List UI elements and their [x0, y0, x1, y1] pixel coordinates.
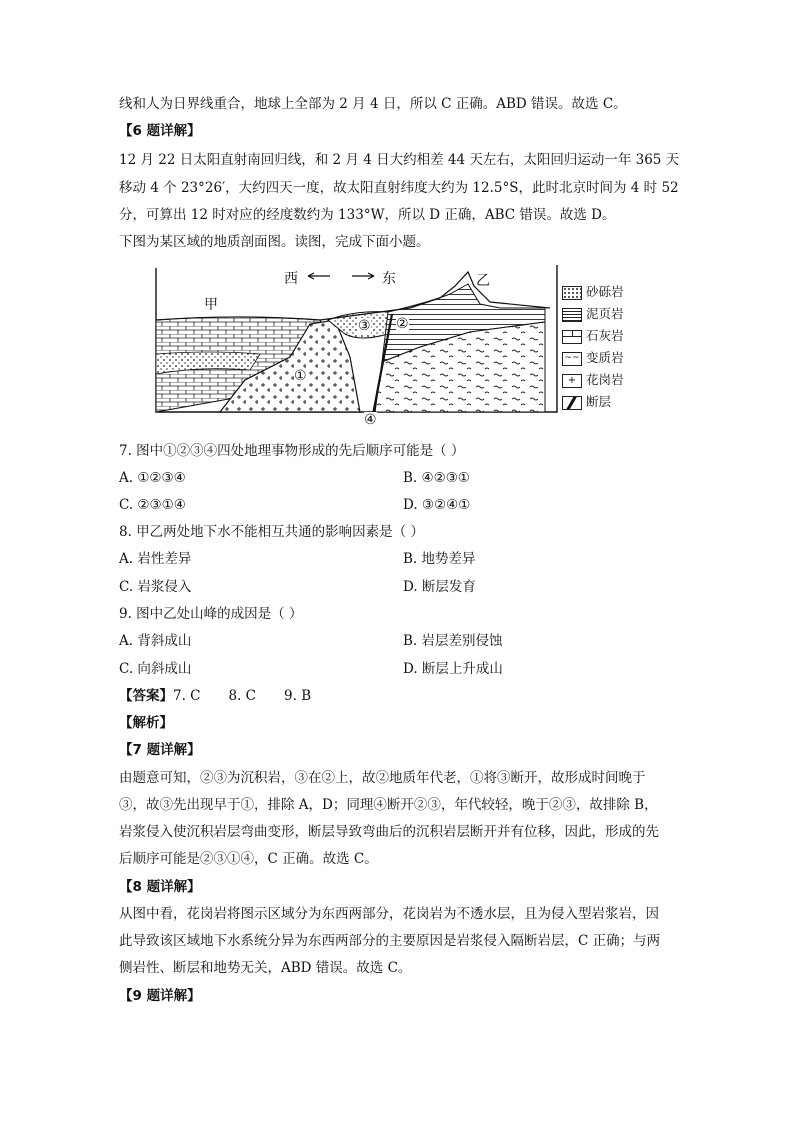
legend-item [562, 282, 624, 298]
sandstone-swatch-icon [562, 286, 582, 300]
option-9d: D. 断层上升成山 [403, 661, 503, 677]
question-8: 8. 甲乙两处地下水不能相互共通的影响因素是（ ） [119, 524, 424, 540]
legend-item [562, 304, 624, 320]
paragraph-line: 后顺序可能是②③①④，C 正确。故选 C。 [119, 851, 378, 867]
west-label: 西 [284, 271, 298, 287]
option-8b: B. 地势差异 [403, 551, 476, 567]
answer-line [119, 686, 339, 706]
question-7: 7. 图中①②③④四处地理事物形成的先后顺序可能是（ ） [119, 443, 465, 459]
paragraph-line: 移动 4 个 23°26′，大约四天一度，故太阳直射纬度大约为 12.5°S，此时北京时间为 4 时 52 [119, 180, 679, 196]
legend-label: 石灰岩 [586, 328, 624, 343]
legend-label: 变质岩 [586, 350, 624, 365]
shale-swatch-icon [562, 308, 582, 322]
paragraph-line: 侧岩性、断层和地势无关，ABD 错误。故选 C。 [119, 960, 412, 976]
answer-9: 9. B [284, 688, 312, 704]
option-7b: B. ④②③① [403, 470, 470, 486]
paragraph-line: 从图中看，花岗岩将图示区域分为东西两部分，花岗岩为不透水层，且为侵入型岩浆岩，因 [119, 906, 659, 922]
legend-label: 断层 [586, 394, 612, 409]
answer-label: 【答案】 [119, 688, 173, 704]
marker-3: ③ [358, 318, 371, 334]
legend-label: 花岗岩 [586, 372, 624, 387]
option-8c: C. 岩浆侵入 [119, 579, 192, 595]
marker-4: ④ [364, 412, 377, 428]
granite-swatch-icon: + [562, 374, 582, 388]
legend-label: 砂砾岩 [586, 284, 624, 299]
marker-1: ① [294, 368, 307, 384]
marker-2: ② [396, 316, 409, 332]
analysis-label: 【解析】 [119, 715, 173, 731]
option-8a: A. 岩性差异 [119, 551, 192, 567]
option-7a: A. ①②③④ [119, 470, 186, 486]
option-9c: C. 向斜成山 [119, 661, 192, 677]
option-7c: C. ②③①④ [119, 497, 186, 513]
option-7d: D. ③②④① [403, 497, 471, 513]
option-9b: B. 岩层差别侵蚀 [403, 633, 503, 649]
metamorphic-swatch-icon: ~~ [562, 352, 582, 366]
paragraph-line: 此导致该区域地下水系统分异为东西两部分的主要原因是岩浆侵入隔断岩层，C 正确；与两 [119, 933, 661, 949]
section-heading-6: 【6 题详解】 [119, 123, 201, 139]
site-yi-label: 乙 [476, 273, 490, 289]
answer-7: 7. C [173, 688, 201, 704]
site-jia-label: 甲 [204, 297, 218, 313]
section-heading-9: 【9 题详解】 [119, 988, 201, 1004]
paragraph-line: 岩浆侵入使沉积岩层弯曲变形，断层导致弯曲后的沉积岩层断开并有位移，因此，形成的先 [119, 824, 659, 840]
section-heading-8: 【8 题详解】 [119, 879, 201, 895]
legend-item [562, 348, 624, 364]
paragraph-line: 线和人为日界线重合，地球上全部为 2 月 4 日，所以 C 正确。ABD 错误。故选 C。 [119, 96, 627, 112]
answer-8: 8. C [228, 688, 257, 704]
question-9: 9. 图中乙处山峰的成因是（ ） [119, 606, 303, 622]
paragraph-line: ③，故③先出现早于①，排除 A，D；同理④断开②③，年代较轻，晚于②③，故排除 B， [119, 797, 658, 813]
paragraph-line: 12 月 22 日太阳直射南回归线，和 2 月 4 日大约相差 44 天左右，太阳回归运动一年 365 天 [119, 152, 680, 168]
paragraph-line: 分，可算出 12 时对应的经度数约为 133°W，所以 D 正确，ABC 错误。故选 D。 [119, 207, 616, 223]
legend-label: 泥页岩 [586, 306, 624, 321]
option-9a: A. 背斜成山 [119, 633, 192, 649]
section-heading-7: 【7 题详解】 [119, 742, 201, 758]
legend-item [562, 370, 624, 386]
paragraph-line: 下图为某区域的地质剖面图。读图，完成下面小题。 [119, 234, 430, 250]
paragraph-line: 由题意可知，②③为沉积岩，③在②上，故②地质年代老，①将③断开，故形成时间晚于 [119, 770, 646, 786]
legend-item [562, 392, 611, 408]
limestone-swatch-icon [562, 330, 582, 344]
east-label: 东 [382, 271, 396, 287]
option-8d: D. 断层发育 [403, 579, 476, 595]
fault-swatch-icon [562, 396, 582, 410]
legend-item [562, 326, 624, 342]
